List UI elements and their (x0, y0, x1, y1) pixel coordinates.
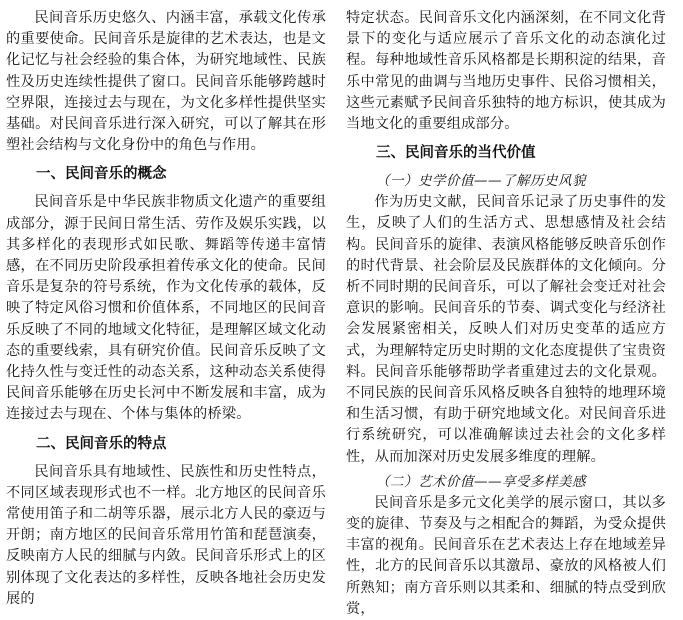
right-column (346, 8, 666, 620)
subsection-heading-art: （二）艺术价值——享受多样美感 (376, 473, 586, 490)
concept-paragraph: 民间音乐是中华民族非物质文化遗产的重要组成部分，源于民间日常生活、劳作及娱乐实践，以其多样化的表现形式如民歌、舞蹈等传递丰富情感，在不同历史阶段承担着传承文化的使命。民间音乐是复杂的符号系统，作为文化传承的载体，反映了特定风俗习惯和价值体系，不同地区的民间音乐反映了不同的地域文化特征，是理解区域文化动态的重要线索，具有研究价值。民间音乐反映了文化持久性与变迁性的动态关系，这种动态关系使得民间音乐能够在历史长河中不断发展和丰富，成为连接过去与现在、个体与集体的桥梁。 (6, 194, 326, 423)
art-value-paragraph: 民间音乐是多元文化美学的展示窗口，其以多变的旋律、节奏及与之相配合的舞蹈，为受众提供丰富的视角。民间音乐在艺术表达上存在地域差异性，北方的民间音乐以其激昂、豪放的风格被人们所熟知；南方音乐则以其柔和、细腻的特点受到欣赏， (346, 494, 666, 617)
features-paragraph: 民间音乐具有地域性、民族性和历史性特点，不同区域表现形式也不一样。北方地区的民间音乐常使用笛子和二胡等乐器，展示北方人民的豪迈与开朗；南方地区的民间音乐常用竹笛和琵琶演奏，反映南方人民的细腻与内敛。民间音乐形式上的区别体现了文化表达的多样性，反映各地社会历史发展的 (6, 463, 326, 607)
subsection-heading-history: （一）史学价值——了解历史风貌 (376, 173, 586, 190)
left-column (6, 8, 326, 610)
section-heading-features: 二、民间音乐的特点 (36, 435, 167, 452)
section-heading-concept: 一、民间音乐的概念 (36, 166, 167, 183)
intro-paragraph: 民间音乐历史悠久、内涵丰富，承载文化传承的重要使命。民间音乐是旋律的艺术表达，也是文化记忆与社会经验的集合体，为研究地域性、民族性及历史连续性提供了窗口。民间音乐能够跨越时空界限，连接过去与现在，为文化多样性提供坚实基础。对民间音乐进行深入研究，可以了解其在形塑社会结构与文化身份中的角色与作用。 (6, 10, 326, 154)
history-value-paragraph: 作为历史文献，民间音乐记录了历史事件的发生，反映了人们的生活方式、思想感情及社会结构。民间音乐的旋律、表演风格能够反映音乐创作的时代背景、社会阶层及民族群体的文化倾向。分析不同时期的民间音乐，可以了解社会变迁对社会意识的影响。民间音乐的节奏、调式变化与经济社会发展紧密相关，反映人们对历史变革的适应方式，为理解特定历史时期的文化态度提供了宝贵资料。民间音乐能够帮助学者重建过去的文化景观。不同民族的民间音乐风格反映各自独特的地理环境和生活习惯，有助于研究地域文化。对民间音乐进行系统研究，可以准确解读过去社会的文化多样性，从而加深对历史发展多维度的理解。 (346, 194, 666, 465)
features-paragraph-continued: 特定状态。民间音乐文化内涵深刻，在不同文化背景下的变化与适应展示了音乐文化的动态演化过程。每种地域性音乐风格都是长期积淀的结果，音乐中常见的曲调与当地历史事件、民俗习惯相关，这些元素赋予民间音乐独特的地方标识，使其成为当地文化的重要组成部分。 (346, 10, 666, 133)
section-heading-value: 三、民间音乐的当代价值 (376, 145, 536, 162)
